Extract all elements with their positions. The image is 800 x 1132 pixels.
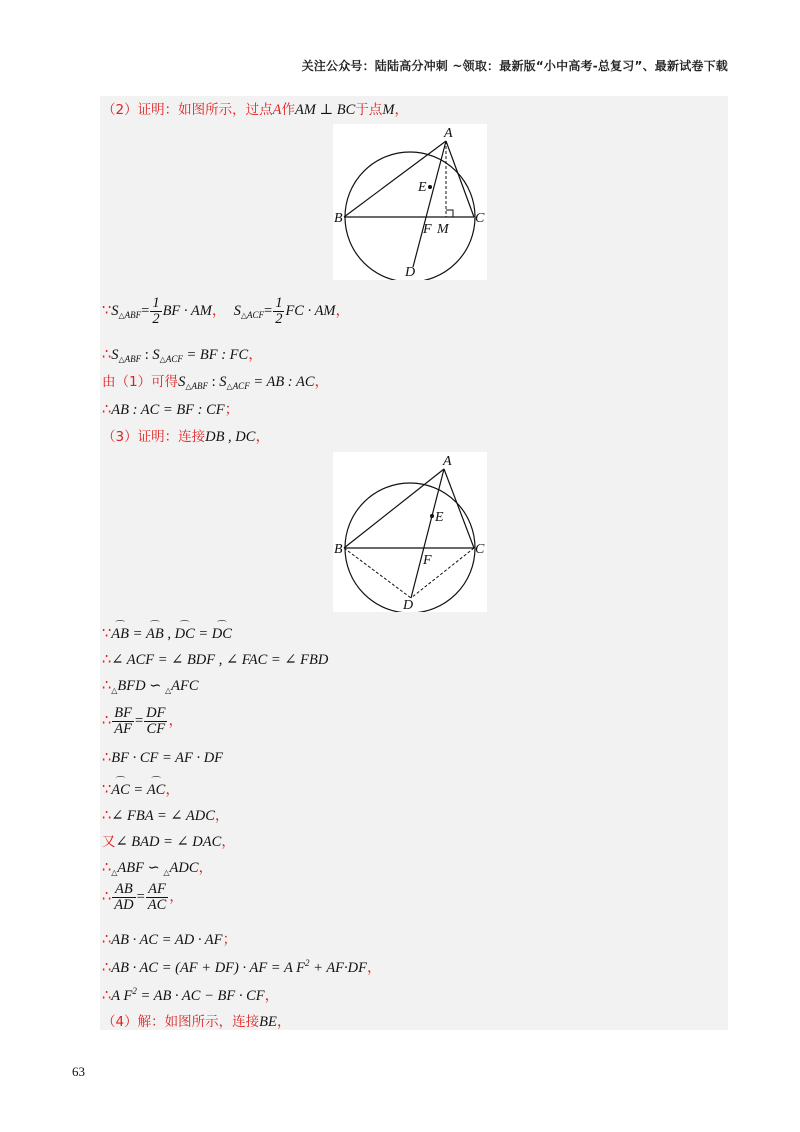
part3-step5: ∴BF · CF = AF · DF [102, 750, 224, 766]
segment-ad [411, 469, 444, 598]
label-c: C [475, 211, 485, 226]
part2-step2: $\therefore S_{\triangle ABF}$ : $S_{\triangle ACF}$ = BF : FC， [102, 347, 263, 364]
segment-bd [344, 548, 411, 598]
point-e [430, 514, 434, 518]
segment-ab [344, 141, 446, 217]
page-header: 关注公众号：陆陆高分冲刺 ~领取：最新版“小中高考-总复习”、最新试卷下载 [301, 59, 728, 73]
figure-2 [333, 452, 487, 612]
page-number: 63 [72, 1064, 85, 1079]
segment-ac [444, 469, 474, 548]
circle [345, 152, 475, 280]
label-f: F [423, 222, 432, 237]
solution-panel [100, 96, 728, 1030]
part4-intro: （4）解：如图所示，连接BE， [102, 1014, 292, 1030]
part3-step12: ∴AB · AC = (AF + DF) · AF = A $F^2 + AF\cdot DF$， [102, 958, 382, 976]
point-e [428, 185, 432, 189]
segment-ac [446, 141, 474, 217]
figure-1 [333, 124, 487, 280]
right-angle-mark [446, 210, 453, 217]
part3-step8: 又∠ BAD = ∠ DAC， [102, 834, 236, 850]
part2-step4: ∴AB : AC = BF : CF； [102, 402, 240, 418]
part3-intro: （3）证明：连接DB , DC， [102, 429, 270, 445]
label-m: M [437, 222, 449, 237]
part3-step10: ∴ $\frac{AB}{AD}$ = $\frac{AF}{AC}$ ， [102, 881, 184, 913]
part3-step13: ∴A $F^2$ = AB · AC − BF · CF， [102, 986, 280, 1004]
label-a: A [444, 126, 453, 141]
segment-ad [413, 141, 446, 267]
label-b: B [334, 211, 343, 226]
figure-2-diagram [333, 452, 487, 612]
label-d: D [403, 598, 414, 612]
part3-step4: ∴ $\frac{BF}{AF}$ = $\frac{DF}{CF}$ ， [102, 705, 183, 737]
part2-intro: （2）证明：如图所示，过点A作AM ⊥ BC于点M， [102, 102, 409, 118]
label-c: C [475, 542, 485, 557]
segment-cd [411, 548, 474, 598]
part2-step3: 由（1）可得$S_{\triangle ABF}$ : $S_{\triangle ACF}$ = AB : AC， [102, 374, 330, 391]
part3-step7: ∴∠ FBA = ∠ ADC， [102, 808, 230, 824]
part3-step2: ∴∠ ACF = ∠ BDF , ∠ FAC = ∠ FBD [102, 652, 329, 668]
part3-step9: $\therefore_\triangle ABF$ ∽ $_\triangle$ADC， [102, 860, 214, 877]
part3-step1: ∵⌒ AB = ⌒ AB , ⌒ DC = ⌒ DC [102, 626, 232, 643]
part3-step11: ∴AB · AC = AD · AF； [102, 932, 238, 948]
part3-step6: ∵⌒ AC = ⌒ AC， [102, 778, 180, 799]
part3-step3: $\therefore_\triangle BFD$ ∽ $_\triangle$AFC [102, 678, 199, 695]
label-e: E [418, 180, 427, 195]
label-f: F [423, 553, 432, 568]
figure-1-diagram [333, 124, 487, 280]
label-e: E [435, 510, 444, 525]
label-a: A [443, 454, 452, 469]
label-d: D [405, 265, 416, 280]
part2-step1: $\because S_{\triangle ABF}=$ $\frac{1}{2}$ BF · AM， $S_{\triangle ACF}=$ $\frac{1}{2}$ FC · AM， [102, 295, 351, 327]
label-b: B [334, 542, 343, 557]
